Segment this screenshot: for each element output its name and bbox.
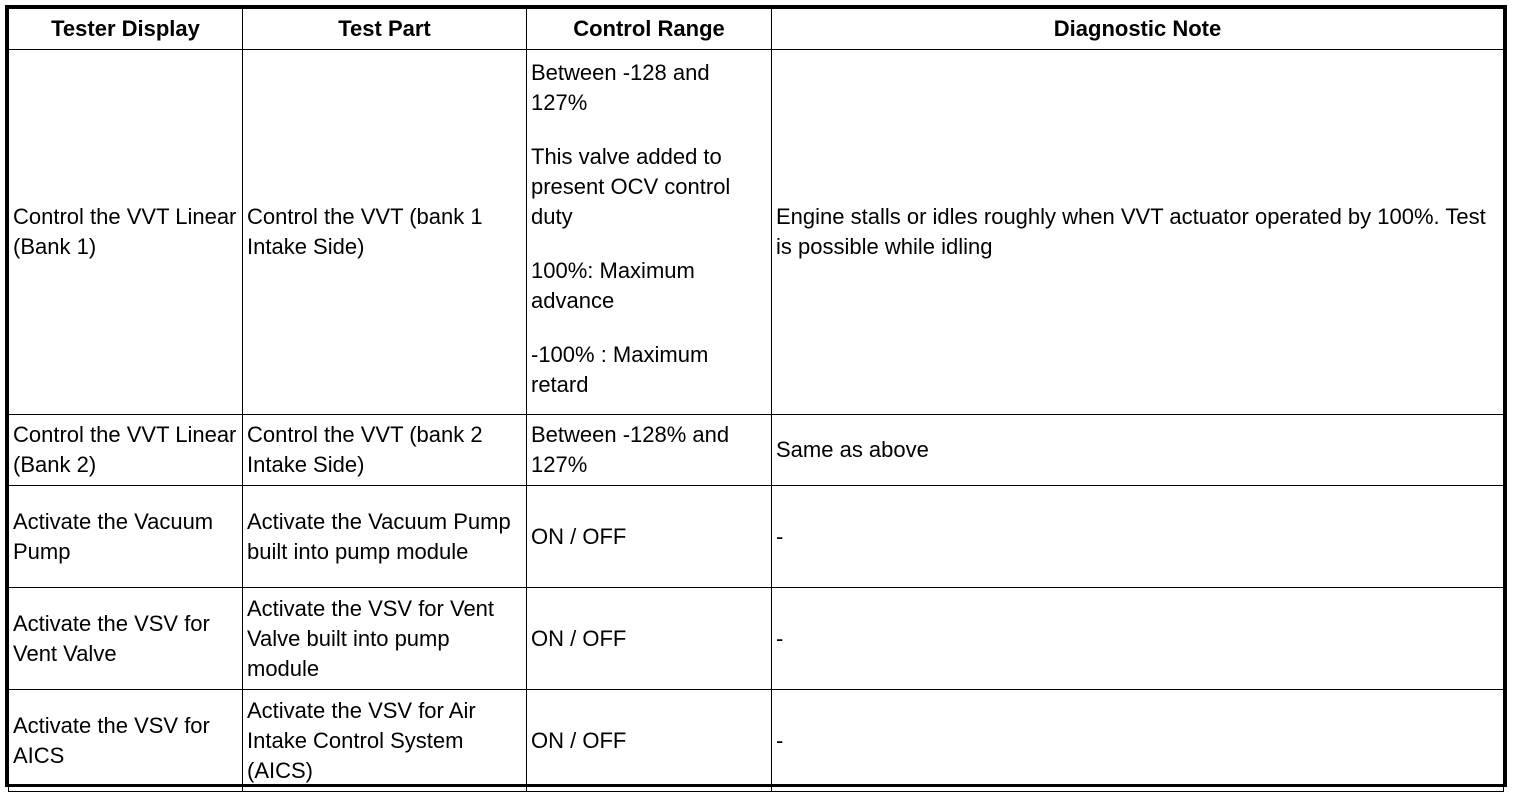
cell-tester-display: Control the VVT Linear (Bank 2) [9,415,243,486]
header-tester-display: Tester Display [9,9,243,50]
cell-tester-display: Activate the VSV for AICS [9,690,243,792]
cell-test-part: Control the VVT (bank 2 Intake Side) [243,415,527,486]
cell-control-range: Between -128% and 127% [527,415,772,486]
control-range-line: This valve added to present OCV control duty [531,144,731,229]
cell-control-range: ON / OFF [527,486,772,588]
control-range-line: -100% : Maximum retard [531,342,709,397]
control-range-line: Between -128 and 127% [531,60,710,115]
header-control-range: Control Range [527,9,772,50]
cell-test-part: Control the VVT (bank 1 Intake Side) [243,50,527,415]
header-diagnostic-note: Diagnostic Note [772,9,1504,50]
table-row [9,588,1504,690]
cell-diagnostic-note: Engine stalls or idles roughly when VVT actuator operated by 100%. Test is possible while idling [772,50,1504,415]
cell-test-part: Activate the VSV for Air Intake Control System (AICS) [243,690,527,792]
cell-diagnostic-note: - [772,588,1504,690]
control-range-line: 100%: Maximum advance [531,258,695,313]
cell-control-range: ON / OFF [527,690,772,792]
table-header-row [9,9,1504,50]
header-test-part: Test Part [243,9,527,50]
active-test-table-frame [5,5,1507,787]
active-test-table [8,8,1504,792]
cell-tester-display: Activate the VSV for Vent Valve [9,588,243,690]
cell-diagnostic-note: Same as above [772,415,1504,486]
cell-control-range [527,50,772,415]
cell-tester-display: Control the VVT Linear (Bank 1) [9,50,243,415]
table-row [9,50,1504,415]
table-row [9,690,1504,792]
cell-diagnostic-note: - [772,486,1504,588]
cell-tester-display: Activate the Vacuum Pump [9,486,243,588]
table-row [9,415,1504,486]
cell-control-range: ON / OFF [527,588,772,690]
table-row [9,486,1504,588]
cell-test-part: Activate the Vacuum Pump built into pump module [243,486,527,588]
cell-test-part: Activate the VSV for Vent Valve built into pump module [243,588,527,690]
cell-diagnostic-note: - [772,690,1504,792]
